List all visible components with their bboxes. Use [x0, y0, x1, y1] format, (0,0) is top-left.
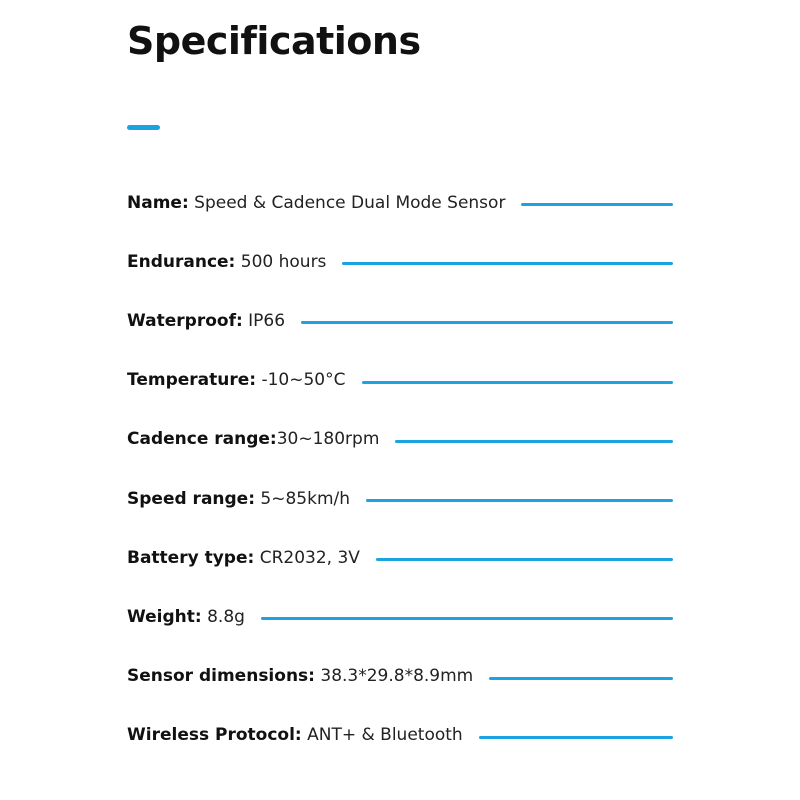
spec-value: ANT+ & Bluetooth [301, 725, 463, 746]
spec-row-waterproof [127, 291, 673, 350]
spec-row-battery-type [127, 528, 673, 587]
spec-key: Endurance: [127, 251, 236, 272]
spec-text [127, 606, 245, 628]
title-accent-bar [127, 125, 160, 130]
spec-divider-line [489, 677, 673, 680]
spec-divider-line [362, 381, 674, 384]
spec-divider-line [521, 203, 673, 206]
spec-row-wireless-protocol [127, 706, 673, 765]
spec-divider-line [342, 262, 673, 265]
spec-value: IP66 [242, 310, 286, 331]
spec-text [127, 665, 473, 687]
spec-key: Speed range: [127, 488, 256, 509]
spec-row-sensor-dimensions [127, 647, 673, 706]
spec-divider-line [261, 617, 673, 620]
spec-key: Battery type: [127, 547, 255, 568]
spec-text [127, 369, 346, 391]
spec-value: -10~50°C [256, 370, 346, 391]
spec-key: Weight: [127, 606, 202, 627]
spec-divider-line [376, 558, 673, 561]
spec-value: 38.3*29.8*8.9mm [314, 666, 474, 687]
spec-key: Sensor dimensions: [127, 666, 315, 687]
spec-divider-line [301, 321, 673, 324]
spec-text [127, 724, 463, 746]
spec-value: 8.8g [201, 606, 245, 627]
spec-row-temperature [127, 351, 673, 410]
spec-text [127, 192, 505, 214]
spec-text [127, 251, 326, 273]
spec-text [127, 547, 360, 569]
spec-key: Waterproof: [127, 310, 243, 331]
spec-text [127, 428, 379, 450]
spec-divider-line [479, 736, 673, 739]
spec-key: Cadence range: [127, 429, 277, 450]
spec-value: Speed & Cadence Dual Mode Sensor [188, 192, 506, 213]
spec-divider-line [366, 499, 673, 502]
spec-row-speed-range [127, 469, 673, 528]
spec-value: 30~180rpm [276, 429, 380, 450]
spec-row-name [127, 173, 673, 232]
page-title: Specifications [127, 19, 421, 63]
spec-value: 5~85km/h [255, 488, 351, 509]
spec-value: 500 hours [235, 251, 327, 272]
spec-value: CR2032, 3V [254, 547, 360, 568]
spec-text [127, 488, 350, 510]
spec-row-cadence-range [127, 410, 673, 469]
spec-key: Wireless Protocol: [127, 725, 302, 746]
spec-text [127, 310, 285, 332]
spec-row-weight [127, 587, 673, 646]
spec-list [127, 173, 673, 765]
spec-divider-line [395, 440, 673, 443]
spec-key: Temperature: [127, 370, 257, 391]
spec-key: Name: [127, 192, 189, 213]
spec-row-endurance [127, 232, 673, 291]
